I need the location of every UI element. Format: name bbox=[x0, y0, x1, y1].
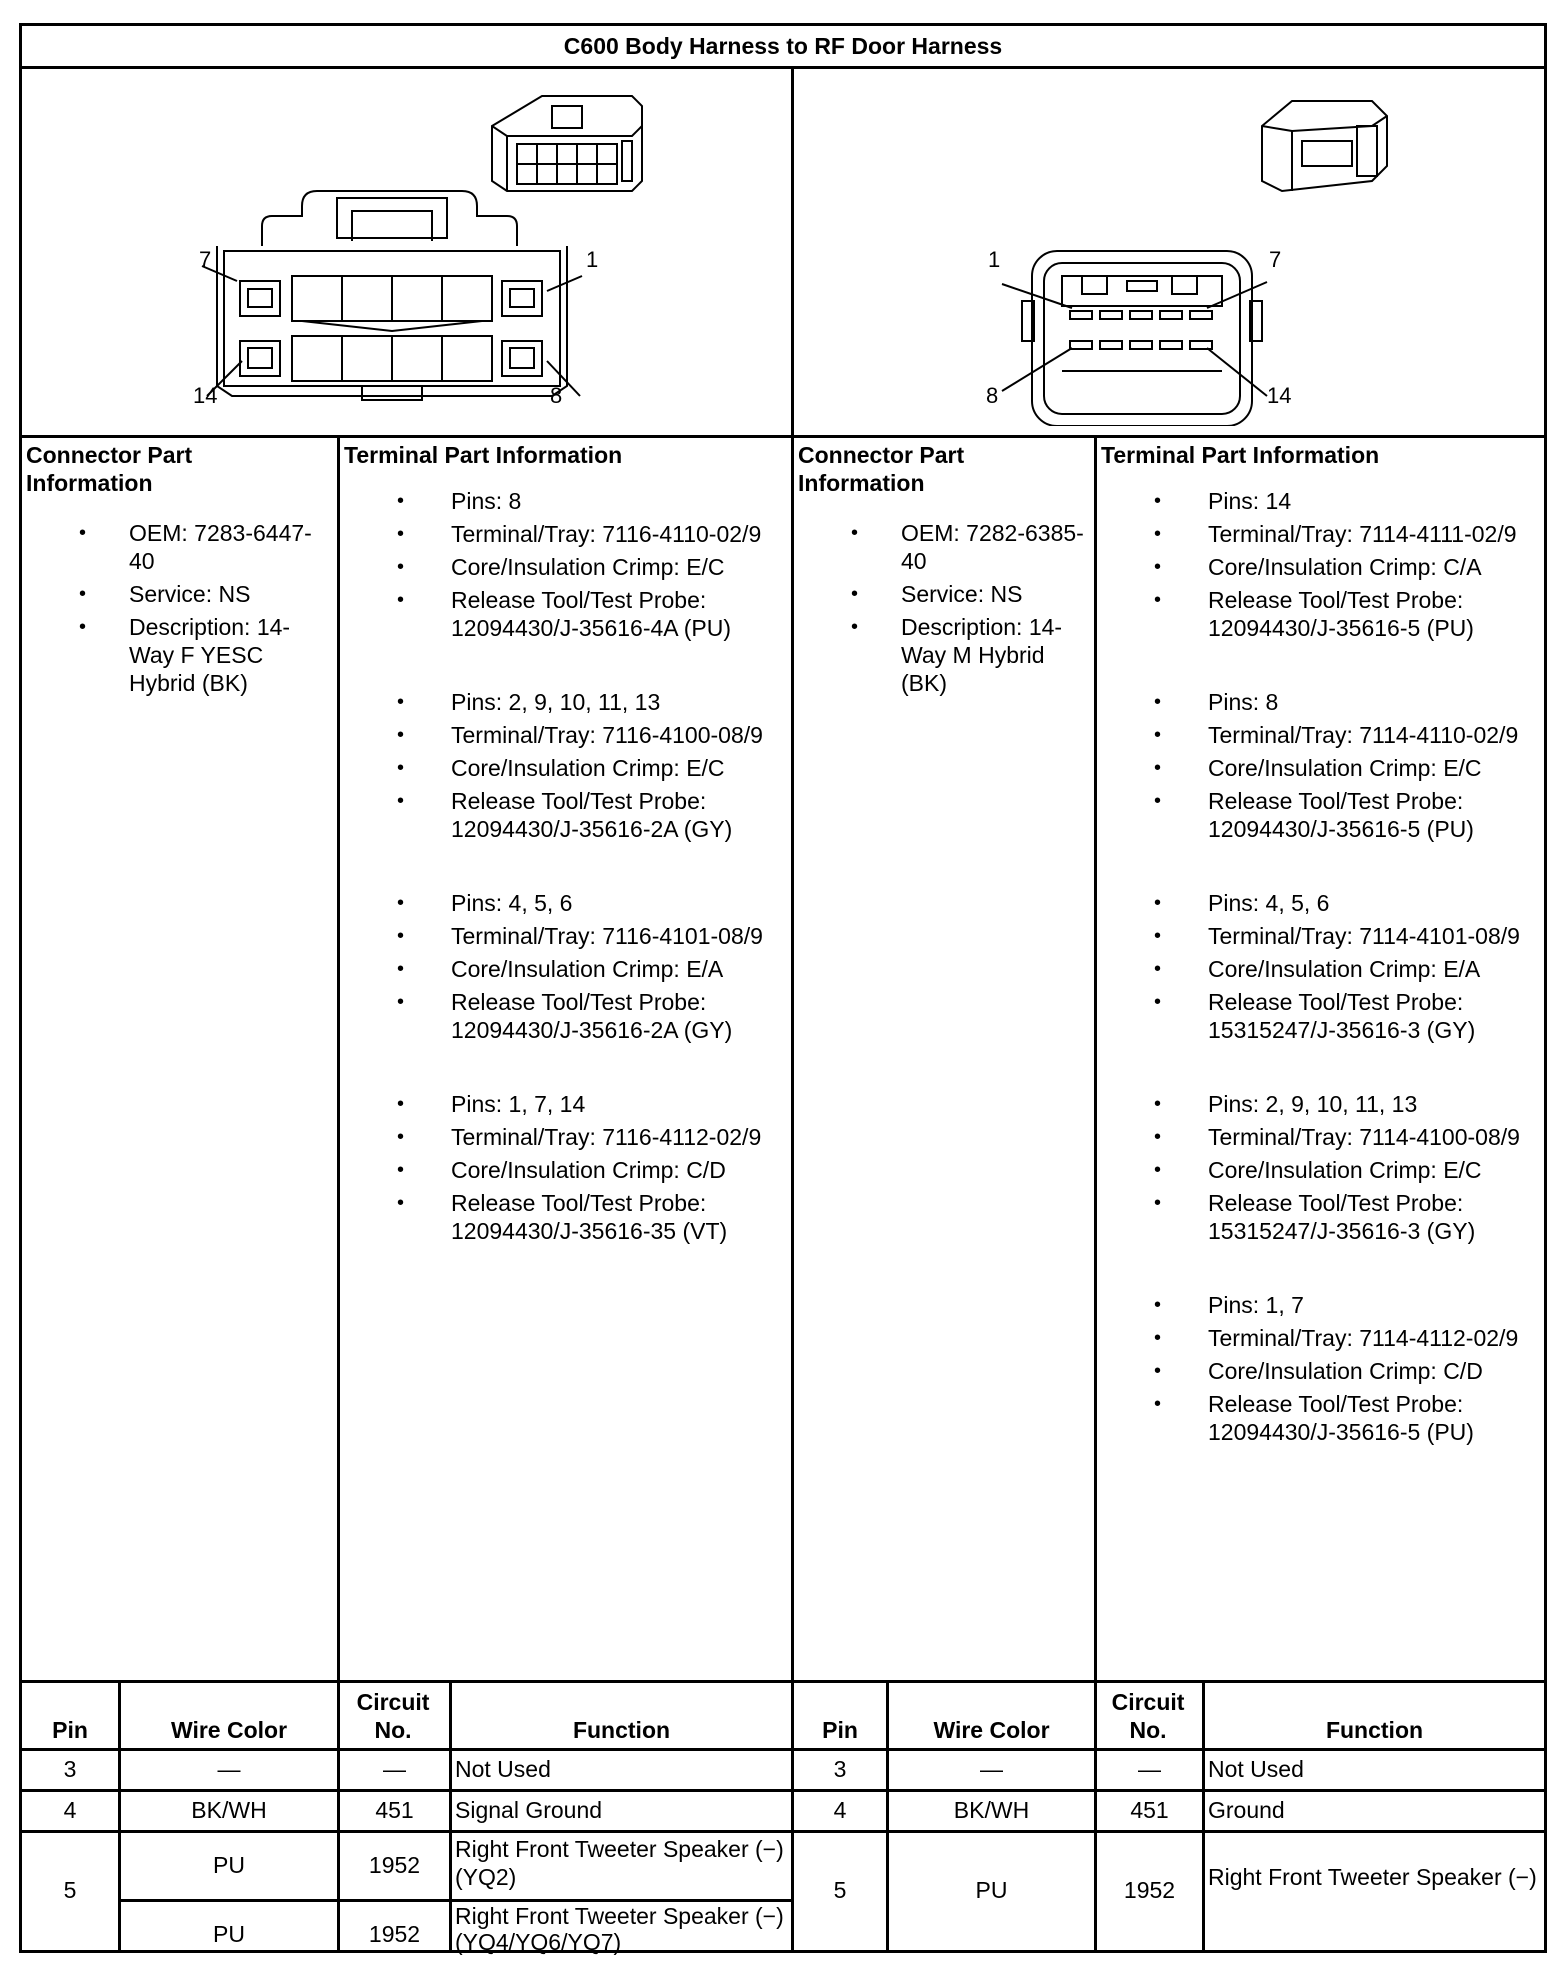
left-connector-3d-view bbox=[492, 96, 642, 191]
left-header-pin: Pin bbox=[52, 1717, 88, 1743]
list-item: • OEM: 7282-6385-40 bbox=[798, 519, 1088, 575]
right-terminal-group bbox=[1101, 487, 1541, 642]
right-terminal-heading: Terminal Part Information bbox=[1101, 442, 1380, 468]
list-item: • Terminal/Tray: 7114-4111-02/9 bbox=[1101, 520, 1541, 548]
right-connector-diagram bbox=[972, 86, 1412, 426]
list-item: • OEM: 7283-6447-40 bbox=[26, 519, 331, 575]
left-terminal-heading: Terminal Part Information bbox=[344, 442, 623, 468]
right-header-pin: Pin bbox=[822, 1717, 858, 1743]
table-cell: Ground bbox=[1208, 1797, 1285, 1823]
left-pin-label-1: 1 bbox=[586, 247, 599, 272]
list-item: • Release Tool/Test Probe: 12094430/J-35616-4A (PU) bbox=[344, 586, 784, 642]
right-terminal-info bbox=[1101, 441, 1541, 1492]
left-header-function: Function bbox=[572, 1717, 671, 1743]
list-item: • Pins: 1, 7 bbox=[1101, 1291, 1541, 1319]
left-pin-label-14: 14 bbox=[193, 383, 218, 408]
table-cell: — bbox=[383, 1756, 406, 1782]
table-cell: 4 bbox=[63, 1797, 77, 1823]
connector-document bbox=[19, 23, 1547, 1953]
list-item: • Terminal/Tray: 7114-4112-02/9 bbox=[1101, 1324, 1541, 1352]
table-cell: 5 bbox=[63, 1877, 77, 1903]
list-item: • Release Tool/Test Probe: 12094430/J-35616-5 (PU) bbox=[1101, 586, 1541, 642]
list-item: • Pins: 8 bbox=[1101, 688, 1541, 716]
list-item: • Core/Insulation Crimp: C/D bbox=[344, 1156, 784, 1184]
table-cell: 1952 bbox=[368, 1852, 421, 1878]
list-item: • Core/Insulation Crimp: C/A bbox=[1101, 553, 1541, 581]
list-item: • Service: NS bbox=[26, 580, 331, 608]
left-terminal-group bbox=[344, 1090, 784, 1245]
left-pin-label-7: 7 bbox=[199, 247, 212, 272]
right-connector-3d-view bbox=[1262, 101, 1387, 191]
right-header-function: Function bbox=[1325, 1717, 1424, 1743]
left-connector-list bbox=[26, 519, 331, 697]
list-item: • Terminal/Tray: 7114-4101-08/9 bbox=[1101, 922, 1541, 950]
table-cell: 451 bbox=[1130, 1797, 1169, 1823]
left-pin1-leader bbox=[547, 276, 582, 291]
right-terminal-group bbox=[1101, 688, 1541, 843]
list-item: • Core/Insulation Crimp: E/C bbox=[344, 754, 784, 782]
list-item: • Terminal/Tray: 7116-4100-08/9 bbox=[344, 721, 784, 749]
list-item: • Release Tool/Test Probe: 12094430/J-35616-35 (VT) bbox=[344, 1189, 784, 1245]
list-item: • Core/Insulation Crimp: E/C bbox=[1101, 754, 1541, 782]
left-header-circuit: Circuit No. bbox=[356, 1689, 430, 1743]
list-item: • Service: NS bbox=[798, 580, 1088, 608]
list-item: • Pins: 14 bbox=[1101, 487, 1541, 515]
table-cell: 3 bbox=[833, 1756, 847, 1782]
title-divider bbox=[22, 66, 1544, 69]
right-pin-label-1: 1 bbox=[988, 247, 1001, 272]
right-info-divider bbox=[1094, 435, 1097, 1680]
right-pin7-leader bbox=[1207, 282, 1267, 308]
list-item: • Terminal/Tray: 7116-4101-08/9 bbox=[344, 922, 784, 950]
list-item: • Terminal/Tray: 7114-4100-08/9 bbox=[1101, 1123, 1541, 1151]
table-cell: 1952 bbox=[1123, 1877, 1176, 1903]
list-item: • Release Tool/Test Probe: 15315247/J-35616-3 (GY) bbox=[1101, 1189, 1541, 1245]
list-item: • Release Tool/Test Probe: 12094430/J-35616-2A (GY) bbox=[344, 787, 784, 843]
table-cell: 4 bbox=[833, 1797, 847, 1823]
table-cell: BK/WH bbox=[953, 1797, 1030, 1823]
left-terminal-info bbox=[344, 441, 784, 1291]
right-pin-label-7: 7 bbox=[1269, 247, 1282, 272]
list-item: • Release Tool/Test Probe: 15315247/J-35616-3 (GY) bbox=[1101, 988, 1541, 1044]
table-cell: PU bbox=[213, 1852, 245, 1878]
table-cell: PU bbox=[213, 1921, 245, 1947]
right-pin-label-14: 14 bbox=[1267, 383, 1292, 408]
list-item: • Core/Insulation Crimp: E/C bbox=[1101, 1156, 1541, 1184]
table-top-border bbox=[22, 1680, 1544, 1683]
table-cell: Signal Ground bbox=[455, 1797, 603, 1823]
right-pin-label-8: 8 bbox=[986, 383, 999, 408]
table-cell: 5 bbox=[833, 1877, 847, 1903]
right-pin8-leader bbox=[1002, 348, 1072, 391]
list-item: • Terminal/Tray: 7114-4110-02/9 bbox=[1101, 721, 1541, 749]
list-item: • Pins: 4, 5, 6 bbox=[344, 889, 784, 917]
table-cell: — bbox=[980, 1756, 1003, 1782]
left-pin-label-8: 8 bbox=[550, 383, 563, 408]
table-cell: — bbox=[217, 1756, 241, 1782]
table-cell: Right Front Tweeter Speaker (−) (YQ2) bbox=[455, 1836, 784, 1890]
right-connector-heading: Connector Part Information bbox=[798, 442, 965, 496]
right-terminal-group bbox=[1101, 1291, 1541, 1446]
list-item: • Core/Insulation Crimp: E/A bbox=[1101, 955, 1541, 983]
center-divider bbox=[791, 66, 794, 1680]
document-title: C600 Body Harness to RF Door Harness bbox=[563, 33, 1003, 59]
right-terminal-group bbox=[1101, 889, 1541, 1044]
table-cell: Right Front Tweeter Speaker (−) bbox=[1208, 1864, 1537, 1890]
table-cell: Not Used bbox=[455, 1756, 551, 1782]
table-cell: 1952 bbox=[368, 1921, 421, 1947]
list-item: • Release Tool/Test Probe: 12094430/J-35616-5 (PU) bbox=[1101, 1390, 1541, 1446]
table-cell: PU bbox=[975, 1877, 1008, 1903]
list-item: • Pins: 2, 9, 10, 11, 13 bbox=[1101, 1090, 1541, 1118]
right-connector-face bbox=[1022, 251, 1262, 426]
table-cell: Right Front Tweeter Speaker (−) (YQ4/YQ6/YQ7) bbox=[455, 1903, 784, 1955]
list-item: • Release Tool/Test Probe: 12094430/J-35616-5 (PU) bbox=[1101, 787, 1541, 843]
right-connector-info bbox=[798, 441, 1088, 702]
left-terminal-group bbox=[344, 688, 784, 843]
list-item: • Pins: 1, 7, 14 bbox=[344, 1090, 784, 1118]
right-header-circuit: Circuit No. bbox=[1111, 1689, 1185, 1743]
left-connector-face bbox=[217, 191, 567, 400]
list-item: • Terminal/Tray: 7116-4112-02/9 bbox=[344, 1123, 784, 1151]
list-item: • Pins: 2, 9, 10, 11, 13 bbox=[344, 688, 784, 716]
left-info-divider bbox=[337, 435, 340, 1680]
diagram-divider bbox=[22, 435, 1544, 438]
list-item: • Description: 14-Way F YESC Hybrid (BK) bbox=[26, 613, 331, 697]
left-terminal-group bbox=[344, 889, 784, 1044]
list-item: • Core/Insulation Crimp: E/C bbox=[344, 553, 784, 581]
table-cell: BK/WH bbox=[191, 1797, 267, 1823]
right-header-wire-color: Wire Color bbox=[933, 1717, 1050, 1743]
table-cell: 451 bbox=[375, 1797, 414, 1823]
right-terminal-group bbox=[1101, 1090, 1541, 1245]
table-cell: — bbox=[1138, 1756, 1161, 1782]
list-item: • Core/Insulation Crimp: E/A bbox=[344, 955, 784, 983]
left-terminal-group bbox=[344, 487, 784, 642]
left-connector-heading: Connector Part Information bbox=[26, 442, 193, 496]
table-cell: Not Used bbox=[1208, 1756, 1304, 1782]
list-item: • Pins: 8 bbox=[344, 487, 784, 515]
list-item: • Pins: 4, 5, 6 bbox=[1101, 889, 1541, 917]
left-connector-info bbox=[26, 441, 331, 702]
list-item: • Release Tool/Test Probe: 12094430/J-35616-2A (GY) bbox=[344, 988, 784, 1044]
left-header-wire-color: Wire Color bbox=[170, 1717, 288, 1743]
list-item: • Description: 14-Way M Hybrid (BK) bbox=[798, 613, 1088, 697]
right-connector-list bbox=[798, 519, 1088, 697]
list-item: • Terminal/Tray: 7116-4110-02/9 bbox=[344, 520, 784, 548]
list-item: • Core/Insulation Crimp: C/D bbox=[1101, 1357, 1541, 1385]
table-cell: 3 bbox=[63, 1756, 77, 1782]
